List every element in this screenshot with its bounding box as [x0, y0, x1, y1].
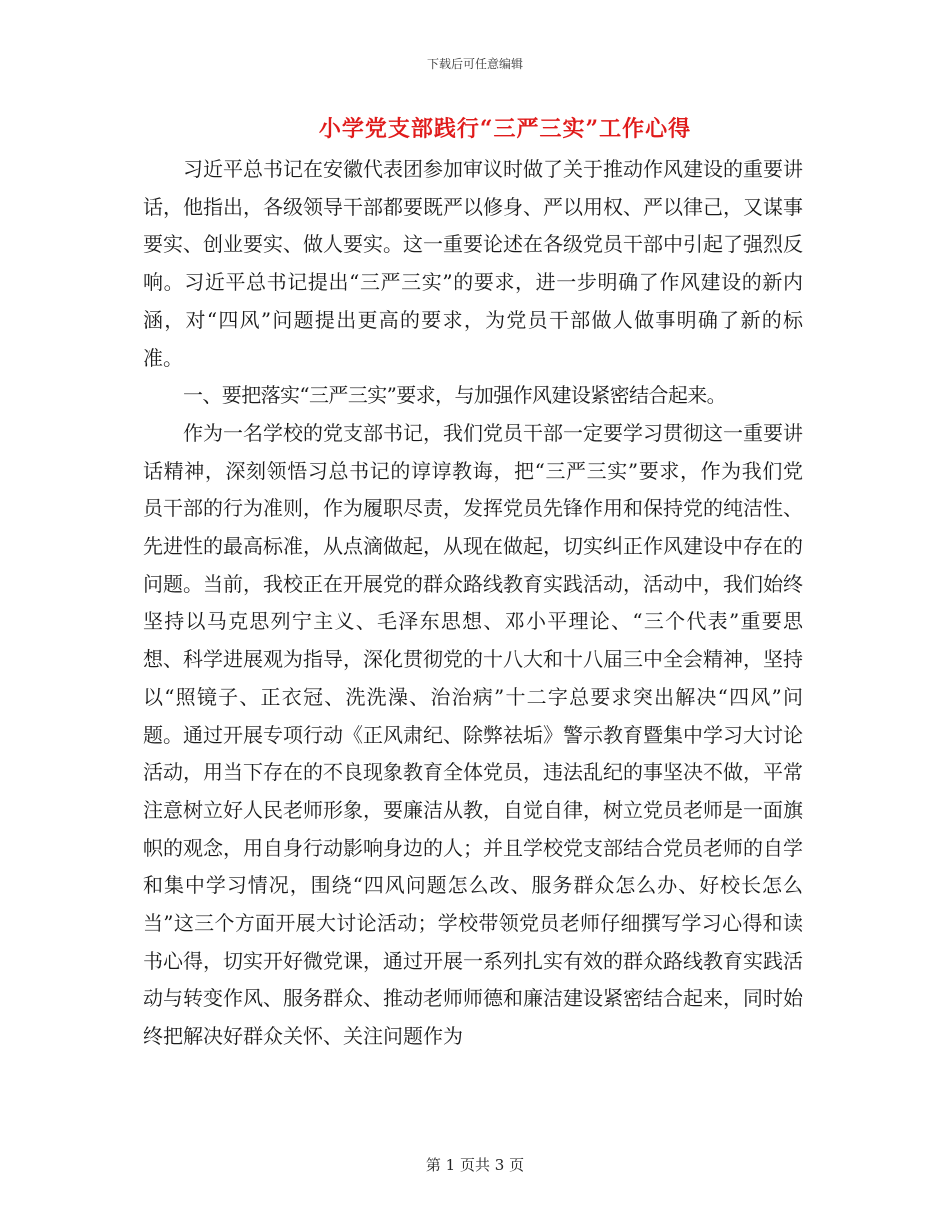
document-body — [143, 151, 803, 1056]
paragraph-main: 作为一名学校的党支部书记，我们党员干部一定要学习贯彻这一重要讲话精神，深刻领悟习总书记的谆谆教诲，把“三严三实”要求，作为我们党员干部的行为准则，作为履职尽责，发挥党员先锋作用和保持党的纯洁性、先进性的最高标准，从点滴做起，从现在做起，切实纠正作风建设中存在的问题。当前，我校正在开展党的群众路线教育实践活动，活动中，我们始终坚持以马克思列宁主义、毛泽东思想、邓小平理论、“三个代表”重要思想、科学进展观为指导，深化贯彻党的十八大和十八届三中全会精神，坚持以“照镜子、正衣冠、洗洗澡、治治病”十二字总要求突出解决“四风”问题。通过开展专项行动《正风肃纪、除弊祛垢》警示教育暨集中学习大讨论活动，用当下存在的不良现象教育全体党员，违法乱纪的事坚决不做，平常注意树立好人民老师形象，要廉洁从教，自觉自律，树立党员老师是一面旗帜的观念，用自身行动影响身边的人；并且学校党支部结合党员老师的自学和集中学习情况，围绕“四风问题怎么改、服务群众怎么办、好校长怎么当”这三个方面开展大讨论活动；学校带领党员老师仔细撰写学习心得和读书心得，切实开好微党课，通过开展一系列扎实有效的群众路线教育实践活动与转变作风、服务群众、推动老师师德和廉洁建设紧密结合起来，同时始终把解决好群众关怀、关注问题作为 — [143, 420, 803, 1049]
page-number: 第 1 页共 3 页 — [425, 1156, 525, 1174]
paragraph-intro: 习近平总书记在安徽代表团参加审议时做了关于推动作风建设的重要讲话，他指出，各级领导干部都要既严以修身、严以用权、严以律己，又谋事要实、创业要实、做人要实。这一重要论述在各级党员干部中引起了强烈反响。习近平总书记提出“三严三实”的要求，进一步明确了作风建设的新内涵，对“四风”问题提出更高的要求，为党员干部做人做事明确了新的标准。 — [143, 157, 803, 370]
header-note: 下载后可任意编辑 — [426, 57, 523, 71]
document-title: 小学党支部践行“三严三实”工作心得 — [318, 116, 692, 142]
paragraph-section-heading: 一、要把落实“三严三实”要求，与加强作风建设紧密结合起来。 — [183, 383, 727, 408]
